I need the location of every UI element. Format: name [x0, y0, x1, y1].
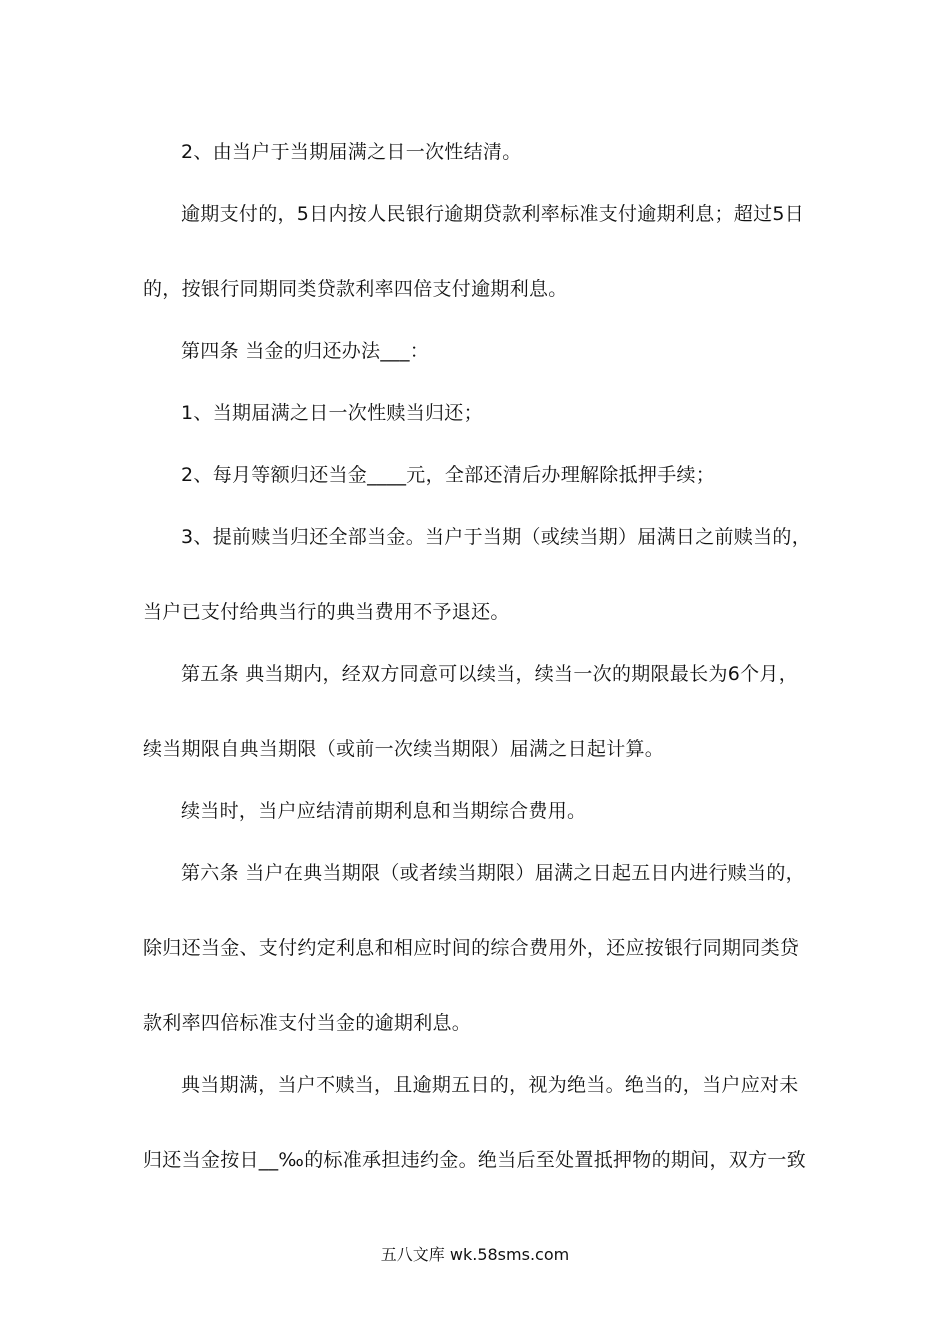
- paragraph-line: 3、提前赎当归还全部当金。当户于当期（或续当期）届满日之前赎当的，: [181, 526, 811, 548]
- paragraph-line: 归还当金按日__‰的标准承担违约金。绝当后至处置抵押物的期间，双方一致: [143, 1149, 806, 1171]
- paragraph-line: 逾期支付的，5日内按人民银行逾期贷款利率标准支付逾期利息；超过5日: [181, 203, 805, 225]
- paragraph-line: 当户已支付给典当行的典当费用不予退还。: [143, 601, 510, 623]
- paragraph-line: 的，按银行同期同类贷款利率四倍支付逾期利息。: [143, 278, 568, 300]
- paragraph-line: 典当期满，当户不赎当，且逾期五日的，视为绝当。绝当的，当户应对未: [181, 1074, 799, 1096]
- paragraph-line: 除归还当金、支付约定利息和相应时间的综合费用外，还应按银行同期同类贷: [143, 937, 800, 959]
- section-heading: 第六条 当户在典当期限（或者续当期限）届满之日起五日内进行赎当的，: [181, 862, 805, 884]
- paragraph-line: 1、当期届满之日一次性赎当归还；: [181, 402, 483, 424]
- section-heading: 第四条 当金的归还办法___：: [181, 340, 430, 362]
- paragraph-line: 2、由当户于当期届满之日一次性结清。: [181, 141, 522, 163]
- paragraph-line: 款利率四倍标准支付当金的逾期利息。: [143, 1012, 472, 1034]
- paragraph-line: 2、每月等额归还当金____元，全部还清后办理解除抵押手续；: [181, 464, 716, 486]
- paragraph-line: 续当时，当户应结清前期利息和当期综合费用。: [181, 800, 587, 822]
- section-heading: 第五条 典当期内，经双方同意可以续当，续当一次的期限最长为6个月，: [181, 663, 799, 685]
- paragraph-line: 续当期限自典当期限（或前一次续当期限）届满之日起计算。: [143, 738, 665, 760]
- page-footer: 五八文库 wk.58sms.com: [380, 1245, 570, 1264]
